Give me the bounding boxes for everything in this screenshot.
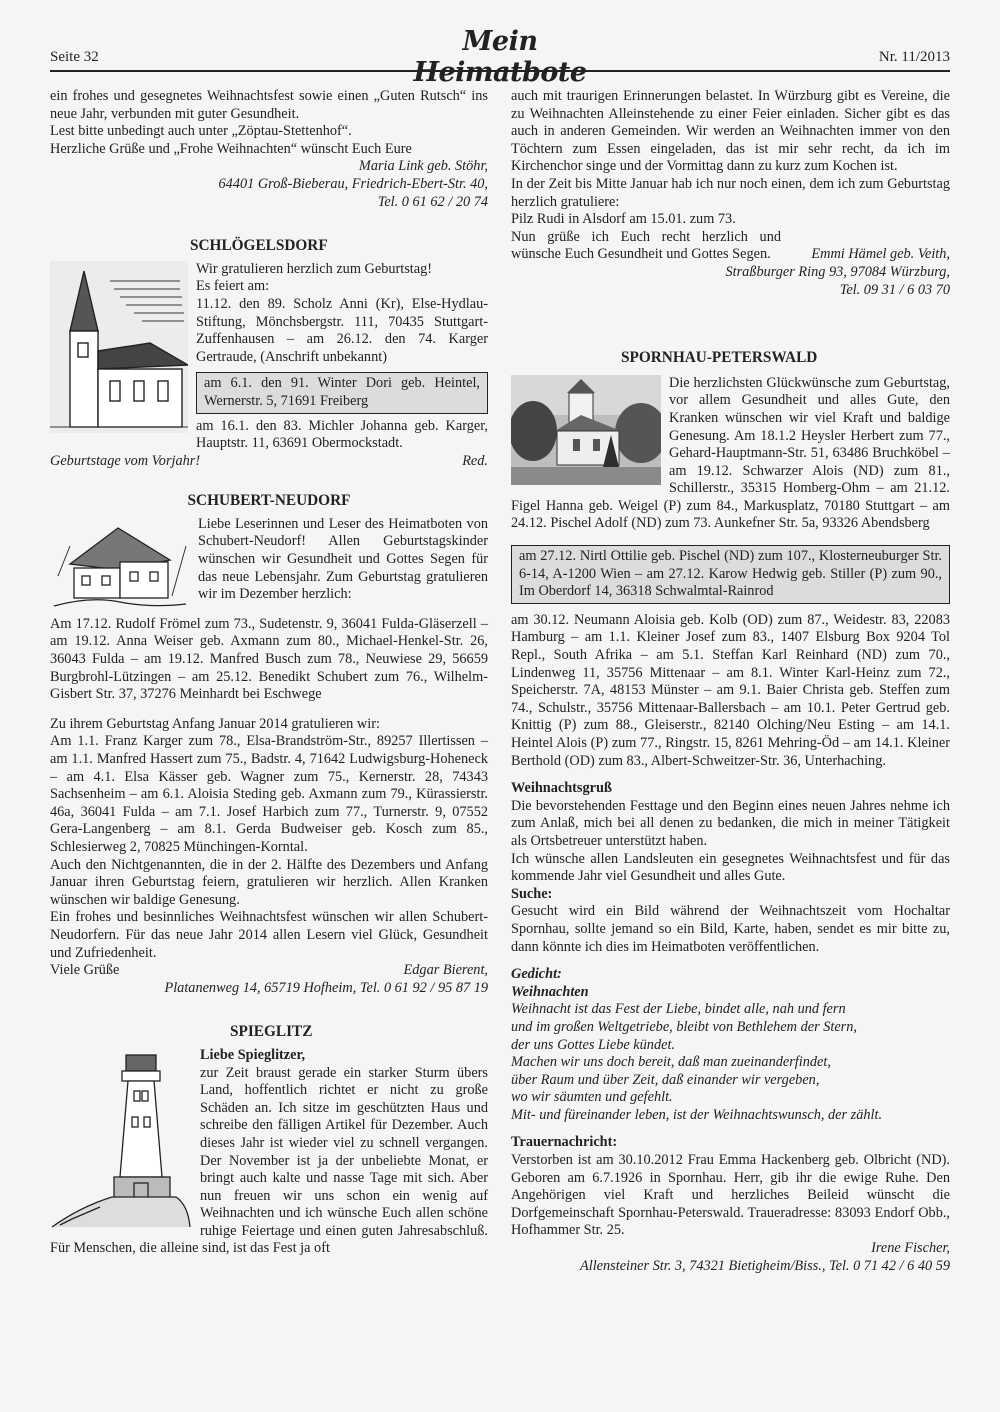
poem-line: und im großen Weltgetriebe, bleibt von Bethlehem der Stern, <box>511 1018 857 1035</box>
poem-line: Machen wir uns doch bereit, daß man zueinanderfindet, <box>511 1054 831 1071</box>
intro-line: Herzliche Grüße und „Frohe Weihnachten“ wünscht Euch Eure <box>50 140 412 157</box>
intro-line: ein frohes und gesegnetes Weihnachtsfest sowie einen „Guten Rutsch“ ins neue Jahr, verbunden mit guter Gesundheit. <box>50 88 488 122</box>
s1-text: Es feiert am: <box>196 278 270 295</box>
left-column <box>50 88 488 1258</box>
weihnachtsgruss-text: Ich wünsche allen Landsleuten ein gesegnetes Weihnachtsfest und für das kommende Jahr viel Gesundheit und alles Gute. <box>511 850 950 885</box>
masthead-logo: Mein Heimatbote <box>413 26 587 88</box>
s4-more: am 30.12. Neumann Aloisia geb. Kolb (OD) zum 87., Weidestr. 83, 22083 Hamburg – am 1.1. Kleiner Josef zum 83., 1407 Elsburg Box 9204 Tol Repl., South Afrika – am 5.1. Steffan Karl Reinhard (ND) zum 70., Lindenweg 11, 35756 Mittenaar – am 8.1. Winter Karl-Heinz zum 72., Speicherstr. 7A, 48153 Münster – am 9.1. Baier Christa geb. Steffen zum 74., Schulstr., 35756 Mittenaar-Ballersbach – am 10.1. Peter Gertrud geb. Knittig (P) zum 88., Gleiserstr., 82140 Olching/Neu Esting – am 14.1. Heintel Alois (P) zum 77., Ringstr. 15, 8261 Mehring-Öd – am 14.1. Kleiner Berthold (OD) zum 83., Albert-Schweitzer-Str. 36, Unterhaching. <box>511 611 950 769</box>
highlight-box <box>511 545 950 604</box>
tower-icon <box>50 1047 192 1235</box>
poem-line: der uns Gottes Liebe kündet. <box>511 1036 675 1053</box>
continuation: In der Zeit bis Mitte Januar hab ich nur noch einen, dem ich zum Geburtstag herzlich gratuliere: <box>511 175 950 210</box>
header-rule <box>50 70 950 72</box>
continuation: Nun grüße ich Euch recht herzlich und wünsche Euch Gesundheit und Gottes Segen. <box>511 228 781 263</box>
weihnachtsgruss-heading: Weihnachtsgruß <box>511 780 612 797</box>
suche-heading: Suche: <box>511 885 553 902</box>
poem <box>511 1001 950 1124</box>
s2-january-heading: Zu ihrem Geburtstag Anfang Januar 2014 gratulieren wir: <box>50 715 380 732</box>
signature-line: Platanenweg 14, 65719 Hofheim, Tel. 0 61 92 / 95 87 19 <box>164 979 488 996</box>
pilz-line: Pilz Rudi in Alsdorf am 15.01. zum 73. <box>511 211 736 228</box>
signature-line: Straßburger Ring 93, 97084 Würzburg, <box>725 263 950 280</box>
section-title-spornhau-peterswald: SPORNHAU-PETERSWALD <box>621 349 818 367</box>
poem-line: über Raum und über Zeit, daß einander wir vergeben, <box>511 1071 820 1088</box>
farmhouse-icon <box>50 516 190 612</box>
signature-line: Maria Link geb. Stöhr, <box>358 158 488 175</box>
poem-line: wo wir säumten und gefehlt. <box>511 1089 673 1106</box>
church-icon <box>50 261 188 433</box>
suche-text: Gesucht wird ein Bild während der Weihnachtszeit vom Hochaltar Spornhau, sollte jemand so ein Bild, Karte, haben, sendet es mir bitte zu, dann könnte ich dies im Heimatboten veröffentlichen. <box>511 903 950 955</box>
signature-line: 64401 Groß-Bieberau, Friedrich-Ebert-Str. 40, <box>218 175 488 192</box>
s2-january: Am 1.1. Franz Karger zum 78., Elsa-Brandström-Str., 89257 Illertissen – am 1.1. Manfred Hassert zum 75., Badstr. 4, 71642 Ludwigsburg-Hoheneck – am 4.1. Elsa Kässer geb. Wagner zum 75., Kernerstr. 28, 74343 Sachsenheim – am 6.1. Aloisia Steding geb. Axmann zum 79., Kürassierstr. 46a, 36041 Fulda – am 7.1. Josef Harbich zum 77., Turnerstr. 9, 07552 Gera-Langenberg – am 8.1. Gerda Budweiser geb. Kosch zum 85., Schlesierweg 2, 70825 Münchingen-Korntal. <box>50 733 488 855</box>
gedicht-heading: Gedicht: <box>511 966 562 983</box>
s1-after: am 16.1. den 83. Michler Johanna geb. Karger, Hauptstr. 11, 63691 Obermockstadt. <box>196 417 488 452</box>
trauer-text: Verstorben ist am 30.10.2012 Frau Emma Hackenberg geb. Olbricht (ND). Geboren am 6.7.1926 in Spornhau. Herr, gib ihr die ewige Ruhe. Den Angehörigen viel Kraft und herzliches Beileid wünscht die Dorfgemeinschaft Spornhau-Peterswald. Traueradresse: 83093 Endorf Obb., Hofhammer Str. 25. <box>511 1152 950 1239</box>
s3-heading: Liebe Spieglitzer, <box>200 1046 306 1063</box>
weihnachtsgruss-text: Die bevorstehenden Festtage und den Beginn eines neuen Jahres nehme ich zum Anlaß, mich bei all denen zu bedanken, die mich in meiner Tätigkeit als Ortsbetreuer unterstützt haben. <box>511 797 950 849</box>
s2-paragraph: Ein frohes und besinnliches Weihnachtsfest wünschen wir allen Schubert-Neudorfern. Für das neue Jahr 2014 allen Lesern viel Glück, Gesundheit und Zufriedenheit. <box>50 909 488 961</box>
note-right: Red. <box>462 452 488 469</box>
signature-line: Irene Fischer, <box>871 1240 950 1257</box>
box-text: am 27.12. Nirtl Ottilie geb. Pischel (ND) zum 107., Klosterneuburger Str. 6-14, A-1200 Wien – am 27.12. Karow Hedwig geb. Stiller (P) zum 90., Im Oberdorf 14, 36318 Schwalmtal-Rainrod <box>519 548 942 600</box>
highlight-box <box>196 372 488 413</box>
issue-number: Nr. 11/2013 <box>878 49 950 65</box>
s2-paragraph: Auch den Nichtgenannten, die in der 2. Hälfte des Dezembers und Anfang Januar ihren Geburtstag feiern, gratulieren wir herzlich. Allen Kranken wünschen wir baldige Genesung. <box>50 856 488 908</box>
section-title-schloegelsdorf: SCHLÖGELSDORF <box>190 237 328 255</box>
section-title-spieglitz: SPIEGLITZ <box>230 1023 313 1041</box>
s2-december: Am 17.12. Rudolf Frömel zum 73., Sudetenstr. 9, 36041 Fulda-Gläserzell – am 19.12. Anna Weiser geb. Axmann zum 80., Michael-Henkel-Str. 26, 36043 Fulda – am 19.12. Manfred Busch zum 78., Neuwiese 29, 56659 Burgbrohl-Lützingen – am 25.12. Benedikt Schubert zum 76., Wilhelm-Gisbert Str. 37, 37276 Meinhardt bei Eschwege <box>50 615 488 703</box>
signature-line: Emmi Hämel geb. Veith, <box>811 246 950 263</box>
s1-text: 11.12. den 89. Scholz Anni (Kr), Else-Hydlau-Stiftung, Mönchsbergstr. 111, 70435 Stuttgart-Zuffenhausen – am 26.12. den 74. Karger Gertraude, (Anschrift unbekannt) <box>196 295 488 365</box>
s2-greeting: Viele Grüße <box>50 962 120 979</box>
s1-text: Wir gratulieren herzlich zum Geburtstag! <box>196 260 433 277</box>
signature-line: Allensteiner Str. 3, 74321 Bietigheim/Biss., Tel. 0 71 42 / 6 40 59 <box>580 1257 950 1274</box>
trauer-heading: Trauernachricht: <box>511 1134 618 1151</box>
poem-line: Mit- und füreinander leben, ist der Weihnachtswunsch, der zählt. <box>511 1106 883 1123</box>
section-title-schubert-neudorf: SCHUBERT-NEUDORF <box>187 492 351 510</box>
poem-line: Weihnacht ist das Fest der Liebe, bindet alle, nah und fern <box>511 1001 846 1018</box>
signature-line: Edgar Bierent, <box>403 962 488 979</box>
continuation: auch mit traurigen Erinnerungen belastet. In Würzburg gibt es Vereine, die zu Weihnachten Alleinstehende zu einer Feier einladen. Sicher gibt es das auch in anderen Gemeinden. Wir werden an Weihnachten immer von den Töchtern zum Essen eingeladen, das ist mir sehr recht, da ich im Kirchenchor singe und der Vormittag dann zu kurz zum Kochen ist. <box>511 88 950 175</box>
page-number: Seite 32 <box>50 49 99 65</box>
poem-title: Weihnachten <box>511 983 589 1000</box>
box-text: am 6.1. den 91. Winter Dori geb. Heintel, Wernerstr. 5, 71691 Freiberg <box>204 375 480 409</box>
church-photo-icon <box>511 375 661 485</box>
note-left: Geburtstage vom Vorjahr! <box>50 452 201 469</box>
right-column <box>511 88 950 1275</box>
s3-body: zur Zeit braust gerade ein starker Sturm übers Land, hoffentlich richtet er nicht zu große Schäden an. Ich sitze im geschützten Haus und schreibe den fälligen Artikel für Dezember. Auch dieses Jahr ist wieder viel zu schnell vergangen. Der November ist ja der unbeliebte Monat, er bringt auch kalte und nasse Tage mit sich. Aber nun freuen wir uns schon ein wenig auf Weihnachten und ich wünsche Euch allen schöne ruhige Feiertage und einen guten Jahresabschluß. Für Menschen, die alleine sind, ist das Fest ja oft <box>50 1064 488 1257</box>
intro-line: Lest bitte unbedingt auch unter „Zöptau-Stettenhof“. <box>50 123 352 140</box>
s4-body: Die herzlichsten Glückwünsche zum Geburtstag, vor allem Gesundheit und alles Gute, den Kranken wünschen wir viel Kraft und baldige Genesung. Am 18.1.2 Heysler Herbert zum 77., Gehard-Hauptmann-Str. 51, 63486 Bruchköbel – am 19.12. Schwarzer Alois (ND) zum 81., Schillerstr., 35315 Homberg-Ohm – am 21.12. Figel Hanna geb. Weigel (P) zum 84., Markusplatz, 70180 Stuttgart – am 24.12. Pischel Adolf (ND) zum 73. Aunkefner Str. 5a, 93326 Abendsberg <box>511 374 950 532</box>
s2-intro: Liebe Leserinnen und Leser des Heimatboten von Schubert-Neudorf! Allen Geburtstagskinder wünschen wir Gesundheit und Gottes Segen für das neue Lebensjahr. Zum Geburtstag gratulieren wir im Dezember herzlich: <box>198 515 488 603</box>
signature-line: Tel. 09 31 / 6 03 70 <box>839 281 950 298</box>
signature-line: Tel. 0 61 62 / 20 74 <box>377 193 488 210</box>
